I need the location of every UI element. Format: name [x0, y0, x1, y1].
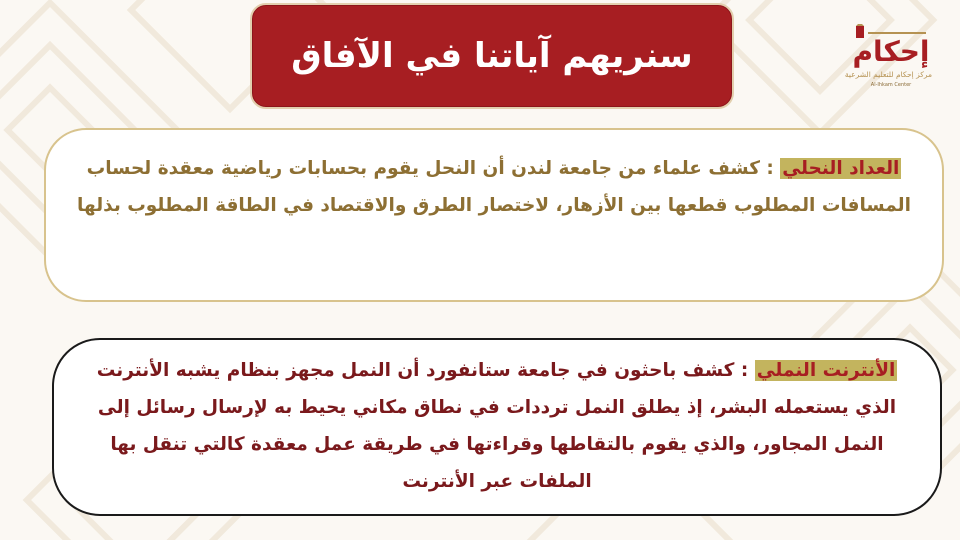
card-separator: : — [759, 158, 781, 179]
fact-card-ants — [52, 338, 942, 516]
logo — [844, 24, 932, 98]
card-term: الأنترنت النملي — [756, 360, 896, 381]
card-separator: : — [734, 360, 755, 381]
logo-wordmark: إحكام — [852, 35, 930, 68]
card-body: كشف علماء من جامعة لندن أن النحل يقوم بحسابات رياضية معقدة لحساب المسافات المطلوب قطعها بين الأزهار، لاختصار الطرق والاقتصاد في الطاقة المطلوب بذلها — [77, 158, 911, 216]
card-body: كشف باحثون في جامعة ستانفورد أن النمل مجهز بنظام يشبه الأنترنت الذي يستعمله البشر، إذ يطلق النمل ترددات في نطاق مكاني يحيط به لإرسال رسائل إلى النمل المجاور، والذي يقوم بالتقاطها وقراءتها في طريقة عمل معقدة كالتي تنقل بها الملفات عبر الأنترنت — [96, 360, 897, 492]
page-title: سنريهم آياتنا في الآفاق — [291, 36, 693, 76]
logo-tagline: Al-Ihkam Center — [870, 82, 912, 88]
card-term: العداد النحلي — [782, 158, 900, 179]
title-banner — [250, 3, 734, 109]
logo-subtitle: مركز إحكام للتعليم الشرعية — [844, 70, 932, 79]
fact-card-bees — [44, 128, 944, 302]
